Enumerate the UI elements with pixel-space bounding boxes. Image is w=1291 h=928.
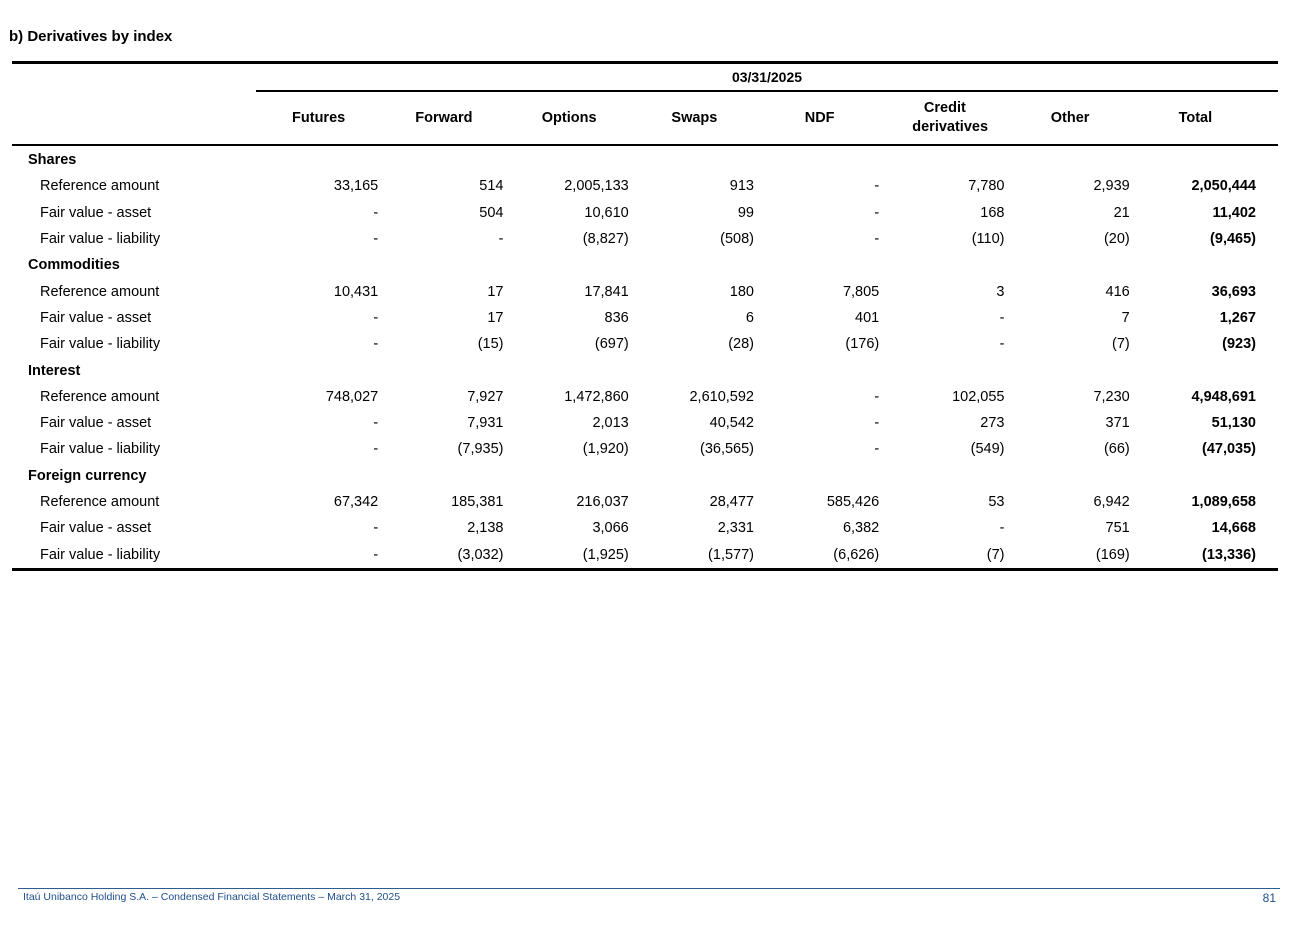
group-label: Shares	[28, 152, 77, 169]
value-cell: 913	[729, 178, 754, 195]
row-label: Reference amount	[40, 388, 160, 405]
table-row	[12, 515, 1278, 541]
value-cell: (549)	[970, 441, 1005, 458]
value-cell: (1,920)	[582, 441, 629, 458]
value-cell: 514	[479, 178, 504, 195]
total-cell: 11,402	[1212, 204, 1256, 221]
value-cell: (3,032)	[457, 546, 504, 563]
value-cell: 28,477	[709, 494, 754, 510]
value-cell: (1,925)	[582, 546, 629, 563]
value-cell: 17	[487, 283, 504, 300]
value-cell: 6,382	[842, 520, 880, 537]
group-label: Foreign currency	[28, 467, 147, 484]
value-cell: (508)	[720, 231, 754, 248]
value-cell: -	[373, 520, 379, 537]
table-row	[12, 331, 1278, 357]
value-cell: -	[874, 204, 880, 221]
value-cell: 99	[737, 204, 754, 221]
value-cell: 2,005,133	[564, 178, 629, 195]
value-cell: -	[874, 178, 880, 195]
value-cell: -	[373, 336, 379, 353]
value-cell: 504	[479, 204, 504, 221]
row-label: Fair value - liability	[40, 336, 161, 353]
table-row	[12, 541, 1278, 567]
column-header: Total	[1178, 109, 1213, 126]
value-cell: (7,935)	[457, 441, 504, 458]
value-cell: 401	[855, 309, 880, 326]
value-cell: 17	[487, 309, 504, 326]
value-cell: 10,610	[584, 204, 629, 221]
column-header: Forward	[415, 109, 473, 126]
value-cell: 33,165	[333, 178, 379, 195]
value-cell: -	[999, 309, 1005, 326]
table-row	[12, 278, 1278, 304]
total-cell: 4,948,691	[1191, 388, 1256, 405]
footer-rule	[18, 888, 1280, 889]
table-row	[12, 436, 1278, 462]
value-cell: -	[373, 231, 379, 248]
value-cell: 6,942	[1093, 494, 1130, 510]
value-cell: (169)	[1095, 546, 1130, 563]
value-cell: (697)	[594, 336, 629, 353]
value-cell: 836	[604, 309, 629, 326]
table-row	[12, 410, 1278, 436]
total-cell: 1,267	[1219, 309, 1256, 326]
value-cell: (6,626)	[833, 546, 880, 563]
value-cell: (36,565)	[699, 441, 754, 458]
section-title: b) Derivatives by index	[9, 28, 173, 45]
group-row	[12, 357, 1278, 383]
value-cell: 7,780	[968, 178, 1005, 195]
value-cell: 2,610,592	[689, 388, 754, 405]
table-row	[12, 305, 1278, 331]
value-cell: -	[874, 231, 880, 248]
value-cell: 17,841	[584, 283, 629, 300]
value-cell: (15)	[477, 336, 504, 353]
value-cell: -	[373, 415, 379, 432]
value-cell: -	[373, 204, 379, 221]
group-row	[12, 463, 1278, 489]
value-cell: 1,472,860	[564, 388, 629, 405]
total-cell: 36,693	[1211, 283, 1256, 300]
row-label: Reference amount	[40, 178, 160, 195]
value-cell: -	[874, 441, 880, 458]
value-cell: (7)	[986, 546, 1005, 563]
value-cell: -	[498, 231, 504, 248]
column-header: Swaps	[671, 109, 718, 126]
value-cell: -	[999, 336, 1005, 353]
value-cell: 10,431	[333, 283, 379, 300]
value-cell: (8,827)	[582, 231, 629, 248]
total-cell: 51,130	[1211, 415, 1256, 432]
group-row	[12, 147, 1278, 173]
value-cell: 2,939	[1093, 178, 1130, 195]
value-cell: -	[373, 546, 379, 563]
value-cell: (28)	[728, 336, 754, 353]
derivatives-table	[12, 61, 1278, 571]
row-label: Fair value - asset	[40, 309, 152, 326]
value-cell: 6	[745, 309, 754, 326]
value-cell: 751	[1105, 520, 1130, 537]
total-cell: 2,050,444	[1191, 178, 1256, 195]
value-cell: 7	[1121, 309, 1130, 326]
value-cell: 2,331	[717, 520, 754, 537]
value-cell: (66)	[1103, 441, 1130, 458]
column-header-row	[12, 92, 1278, 146]
group-label: Interest	[28, 362, 81, 379]
row-label: Reference amount	[40, 494, 160, 510]
total-cell: (13,336)	[1201, 546, 1256, 563]
value-cell: 3	[996, 283, 1005, 300]
value-cell: 185,381	[451, 494, 504, 510]
total-cell: 1,089,658	[1191, 494, 1256, 510]
value-cell: -	[874, 388, 880, 405]
column-header: Options	[541, 109, 597, 126]
value-cell: -	[373, 309, 379, 326]
group-label: Commodities	[28, 257, 120, 274]
value-cell: 180	[729, 283, 754, 300]
value-cell: 2,013	[592, 415, 629, 432]
value-cell: 273	[980, 415, 1005, 432]
row-label: Fair value - asset	[40, 520, 152, 537]
footer-text: Itaú Unibanco Holding S.A. – Condensed Financial Statements – March 31, 2025	[23, 891, 401, 903]
table-row	[12, 489, 1278, 515]
value-cell: -	[874, 415, 880, 432]
value-cell: 168	[980, 204, 1005, 221]
group-row	[12, 252, 1278, 278]
value-cell: (176)	[845, 336, 880, 353]
table-row	[12, 173, 1278, 199]
value-cell: 102,055	[952, 388, 1005, 405]
value-cell: 7,927	[467, 388, 504, 405]
value-cell: (110)	[971, 231, 1005, 248]
value-cell: -	[373, 441, 379, 458]
value-cell: (7)	[1112, 336, 1130, 353]
value-cell: 40,542	[709, 415, 754, 432]
value-cell: 3,066	[592, 520, 629, 537]
value-cell: 2,138	[467, 520, 504, 537]
row-label: Fair value - asset	[40, 204, 152, 221]
table-row	[12, 200, 1278, 226]
table-body	[12, 146, 1278, 568]
total-cell: (923)	[1222, 336, 1256, 353]
value-cell: 216,037	[576, 494, 629, 510]
row-label: Reference amount	[40, 283, 160, 300]
value-cell: (1,577)	[708, 546, 754, 563]
value-cell: 7,805	[842, 283, 880, 300]
total-cell: (9,465)	[1210, 231, 1256, 248]
column-header: Other	[1050, 109, 1090, 126]
table-row	[12, 384, 1278, 410]
date-header: 03/31/2025	[256, 64, 1278, 92]
column-header: NDF	[804, 109, 835, 126]
value-cell: 371	[1105, 415, 1130, 432]
row-label: Fair value - liability	[40, 441, 161, 458]
value-cell: 416	[1105, 283, 1130, 300]
page-number: 81	[1262, 891, 1276, 905]
value-cell: 21	[1113, 204, 1130, 221]
value-cell: 67,342	[333, 494, 379, 510]
row-label: Fair value - liability	[40, 546, 161, 563]
value-cell: 7,230	[1093, 388, 1130, 405]
value-cell: (20)	[1103, 231, 1130, 248]
table-row	[12, 226, 1278, 252]
value-cell: 585,426	[826, 494, 880, 510]
table-bottom-rule	[12, 568, 1278, 571]
column-header: Credit derivatives	[912, 100, 989, 135]
row-label: Fair value - liability	[40, 231, 161, 248]
value-cell: -	[999, 520, 1005, 537]
row-label: Fair value - asset	[40, 415, 152, 432]
column-header: Futures	[292, 109, 346, 126]
value-cell: 7,931	[467, 415, 504, 432]
total-cell: (47,035)	[1201, 441, 1256, 458]
total-cell: 14,668	[1211, 520, 1256, 537]
value-cell: 53	[988, 494, 1005, 510]
value-cell: 748,027	[325, 388, 379, 405]
